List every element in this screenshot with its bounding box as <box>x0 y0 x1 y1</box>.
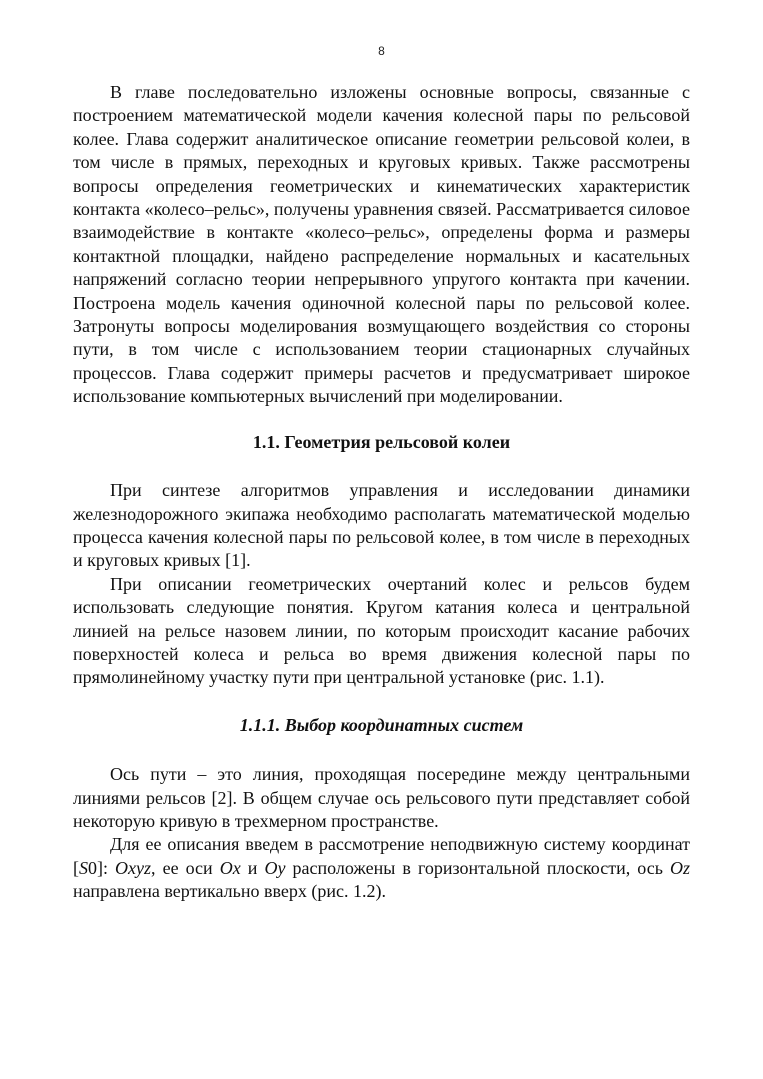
section-heading: 1.1. Геометрия рельсовой колеи <box>252 431 511 452</box>
paragraph: Для ее описания введем в рассмотрение неподвижную систему координат [S0]: Oxyz, ее оси Ox и Oy расположены в горизонтальной плоскости, ось Oz направлена вертикально вверх (рис. 1.2). <box>73 834 690 902</box>
page-number: 8 <box>378 44 385 58</box>
subsection-heading: 1.1.1. Выбор координатных систем <box>239 714 524 735</box>
math-symbol: S <box>79 857 88 878</box>
paragraph: Ось пути – это линия, проходящая посередине между центральными линиями рельсов [2]. В общем случае ось рельсового пути представляет собой некоторую кривую в трехмерном пространстве. <box>73 764 690 831</box>
page-content <box>73 81 690 904</box>
math-symbol: Oy <box>264 857 286 878</box>
paragraph: При синтезе алгоритмов управления и исследовании динамики железнодорожного экипажа необходимо располагать математической моделью процесса качения колесной пары по рельсовой колее, в том числе в переходных и круговых кривых [1]. <box>73 480 690 571</box>
math-symbol: Oxyz <box>115 857 152 878</box>
intro-paragraph: В главе последовательно изложены основные вопросы, связанные с построением математической модели качения колесной пары по рельсовой колее. Глава содержит аналитическое описание геометрии рельсовой колеи, в том числе в прямых, переходных и круговых кривых. Также рассмотрены вопросы определения геометрических и кинематических характеристик контакта «колесо–рельс», получены уравнения связей. Рассматривается силовое взаимодействие в контакте «колесо–рельс», определены форма и размеры контактной площадки, найдено распределение нормальных и касательных напряжений согласно теории непрерывного упругого контакта при качении. Построена модель качения одиночной колесной пары по рельсовой колее. Затронуты вопросы моделирования возмущающего воздействия со стороны пути, в том числе с использованием теории стационарных случайных процессов. Глава содержит примеры расчетов и предусматривает широкое использование компьютерных вычислений при моделировании. <box>73 82 690 407</box>
math-symbol: Oz <box>669 857 690 878</box>
paragraph: При описании геометрических очертаний колес и рельсов будем использовать следующие понятия. Кругом катания колеса и центральной линией на рельсе назовем линии, по которым происходит касание рабочих поверхностей колеса и рельса во время движения колесной пары по прямолинейному участку пути при центральной установке (рис. 1.1). <box>73 573 690 688</box>
math-symbol: Ox <box>219 857 241 878</box>
